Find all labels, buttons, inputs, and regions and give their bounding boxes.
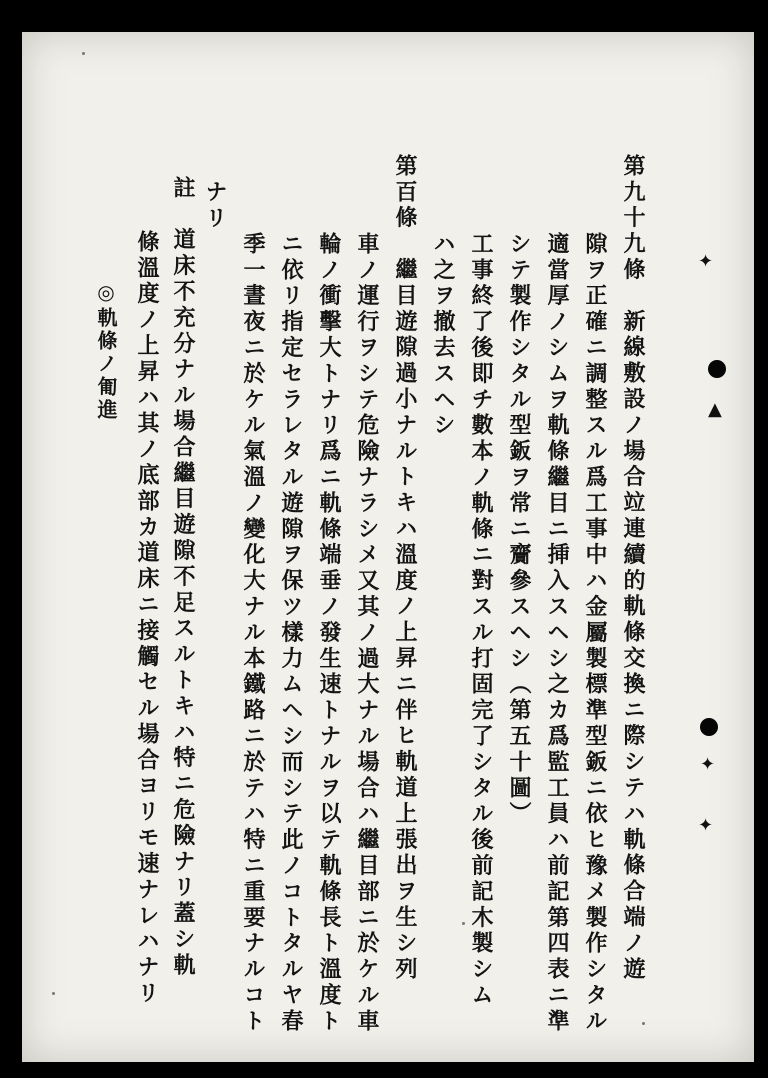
text-column-10: ニ依リ指定セラレタル遊隙ヲ保ツ樣力ムヘシ而シテ此ノコトタルヤ春 (278, 232, 304, 1035)
text-column-8: 車ノ運行ヲシテ危險ナラシメ又其ノ過大ナル場合ハ繼目部ニ於ケル車 (354, 232, 380, 1035)
paper-speck (462, 922, 465, 925)
text-column-1: 第九十九條 新線敷設ノ場合竝連續的軌條交換ニ際シテハ軌條合端ノ遊 (620, 154, 646, 983)
text-column-6: ハ之ヲ撤去スヘシ (430, 232, 456, 440)
paper-speck (642, 1022, 645, 1025)
document-page (22, 32, 754, 1062)
binding-hole-2 (700, 718, 718, 736)
binding-hole-1 (708, 360, 726, 378)
text-column-11: 季一晝夜ニ於ケル氣溫ノ變化大ナル本鐵路ニ於テハ特ニ重要ナルコト (240, 232, 266, 1035)
paper-speck (52, 992, 55, 995)
binding-mark-4: ✦ (698, 815, 714, 836)
text-column-5: 工事終了後即チ數本ノ軌條ニ對スル打固完了シタル後前記木製シム (468, 232, 494, 1009)
binding-mark-1: ✦ (698, 251, 714, 272)
text-column-3: 適當厚ノシムヲ軌條繼目ニ挿入スヘシ之カ爲監工員ハ前記第四表ニ準 (544, 232, 570, 1035)
paper-speck (82, 52, 85, 55)
text-column-4: シテ製作シタル型鈑ヲ常ニ齎參スヘシ（第五十圖） (506, 232, 532, 828)
text-column-2: 隙ヲ正確ニ調整スル爲工事中ハ金屬製標準型鈑ニ依ヒ豫メ製作シタル (582, 232, 608, 1035)
section-heading: ◎軌條ノ匍進 (94, 280, 118, 422)
text-column-7: 第百條 繼目遊隙過小ナルトキハ溫度ノ上昇ニ伴ヒ軌道上張出ヲ生シ列 (392, 154, 418, 983)
text-column-13: 註 道床不充分ナル場合繼目遊隙不足スルトキハ特ニ危險ナリ蓋シ軌 (170, 176, 196, 979)
text-column-14: 條溫度ノ上昇ハ其ノ底部カ道床ニ接觸セル場合ヨリモ速ナレハナリ (134, 230, 160, 1007)
binding-mark-3: ✦ (700, 754, 716, 775)
text-column-12: ナリ (202, 180, 228, 232)
binding-mark-2: ▲ (708, 399, 722, 420)
text-column-9: 輪ノ衝擊大トナリ爲ニ軌條端垂ノ發生速トナルヲ以テ軌條長ト溫度ト (316, 232, 342, 1035)
